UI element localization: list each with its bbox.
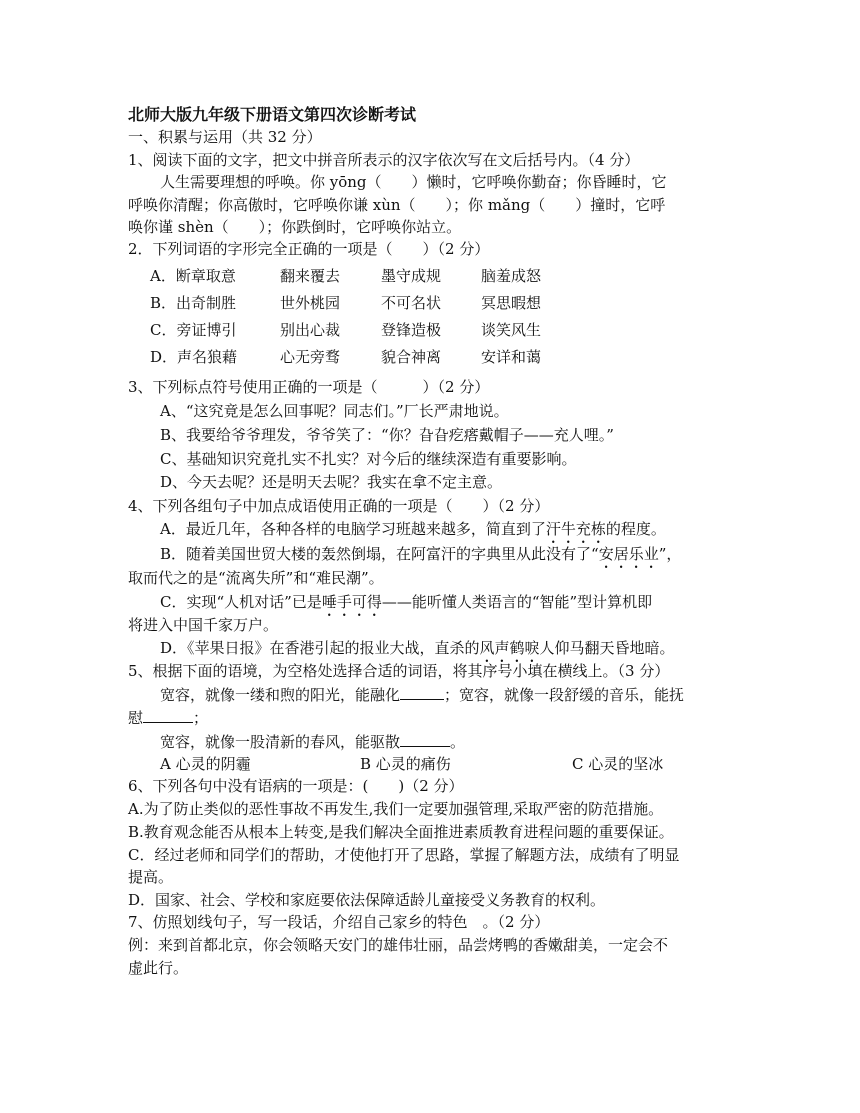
q2-option-b-word3: 不可名状 <box>381 294 442 312</box>
q4-dotted-idiom-a: 汗牛充栋 <box>545 520 606 538</box>
q3-option-b: B、我要给爷爷理发，爷爷笑了：“你？旮旮疙瘩戴帽子——充人哩。” <box>160 426 614 444</box>
q7-example-line2: 虚此行。 <box>128 959 189 977</box>
q2-option-d-word4: 安详和蔼 <box>481 348 542 366</box>
q2-option-a-word2: 翻来覆去 <box>280 267 341 285</box>
q3-option-a: A、“这究竟是怎么回事呢？同志们。”厂长严肃地说。 <box>160 402 509 420</box>
q2-option-c-word3: 登锋造极 <box>381 321 442 339</box>
q6-option-c: C．经过老师和同学们的帮助，才使他打开了思路，掌握了解题方法，成绩有了明显 <box>128 846 680 864</box>
q3-option-d: D、今天去呢？还是明天去呢？我实在拿不定主意。 <box>160 473 503 491</box>
q2-option-b-word4: 冥思暇想 <box>481 294 542 312</box>
q5-stem: 5、根据下面的语境，为空格处选择合适的词语，将其序号小填在横线上。（3 分） <box>128 662 670 680</box>
q2-option-c-word2: 别出心裁 <box>280 321 341 339</box>
q5-choice-c: C 心灵的坚冰 <box>572 755 664 773</box>
q6-option-d: D．国家、社会、学校和家庭要依法保障适龄儿童接受义务教育的权利。 <box>128 891 606 909</box>
q4-option-c: C．实现“人机对话”已是唾手可得——能听懂人类语言的“智能”型计算机即 <box>160 593 653 611</box>
q5-blank-2[interactable] <box>143 707 193 723</box>
q2-option-a-word1: A．断章取意 <box>150 267 236 285</box>
q4-option-a: A．最近几年，各种各样的电脑学习班越来越多，简直到了汗牛充栋的程度。 <box>160 520 666 538</box>
q4-option-b-cont: 取而代之的是“流离失所”和“难民潮”。 <box>128 569 384 587</box>
q2-option-d-word1: D．声名狼藉 <box>150 348 238 366</box>
q4-dotted-idiom-c: 唾手可得 <box>321 593 382 611</box>
q5-line2: 慰 ； <box>128 709 209 727</box>
q4-dotted-idiom-b: 安居乐业 <box>598 545 659 563</box>
q2-stem: 2．下列词语的字形完全正确的一项是（ ）（2 分） <box>128 240 490 258</box>
q6-option-b: B.教育观念能否从根本上转变,是我们解决全面推进素质教育进程问题的重要保证。 <box>128 823 674 841</box>
q2-option-d-word2: 心无旁骛 <box>280 348 341 366</box>
q1-passage-line2: 呼唤你清醒；你高傲时，它呼唤你谦 xùn（ ）；你 mǎng（ ）撞时，它呼 <box>128 196 666 214</box>
q4-option-b: B．随着美国世贸大楼的轰然倒塌，在阿富汗的字典里从此没有了“安居乐业”， <box>160 545 682 563</box>
q6-stem: 6、下列各句中没有语病的一项是：( )（2 分） <box>128 777 464 795</box>
q3-option-c: C、基础知识究竟扎实不扎实？对今后的继续深造有重要影响。 <box>160 450 577 468</box>
q1-passage-line3: 唤你谨 shèn（ ）；你跌倒时，它呼唤你站立。 <box>128 218 462 236</box>
q4-option-d: D．《苹果日报》在香港引起的报业大战，直杀的风声鹤唳人仰马翻天昏地暗。 <box>160 639 675 657</box>
q2-option-a-word4: 脑羞成怒 <box>481 267 542 285</box>
q5-choice-a: A 心灵的阴霾 <box>160 755 251 773</box>
q2-option-c-word4: 谈笑风生 <box>481 321 542 339</box>
q7-stem: 7、仿照划线句子，写一段话，介绍自己家乡的特色 。（2 分） <box>128 913 550 931</box>
q5-choice-b: B 心灵的痛伤 <box>360 755 451 773</box>
q2-option-a-word3: 墨守成规 <box>381 267 442 285</box>
q2-option-d-word3: 貌合神离 <box>381 348 442 366</box>
q5-line1: 宽容，就像一缕和煦的阳光，能融化 ；宽容，就像一段舒缓的音乐，能抚 <box>160 686 685 704</box>
q6-option-a: A.为了防止类似的恶性事故不再发生,我们一定要加强管理,采取严密的防范措施。 <box>128 800 664 818</box>
q4-stem: 4、下列各组句子中加点成语使用正确的一项是（ ）（2 分） <box>128 497 550 515</box>
q1-stem: 1、阅读下面的文字，把文中拼音所表示的汉字依次写在文后括号内。（4 分） <box>128 151 640 169</box>
q4-option-c-cont: 将进入中国千家万户。 <box>128 616 279 634</box>
q1-passage-line1: 人生需要理想的呼唤。你 yōng（ ）懒时，它呼唤你勤奋；你昏睡时，它 <box>160 173 667 191</box>
section-heading: 一、积累与运用（共 32 分） <box>128 128 322 146</box>
q5-blank-1[interactable] <box>400 684 444 700</box>
q7-example-line1: 例：来到首都北京，你会领略天安门的雄伟壮丽，品尝烤鸭的香嫩甜美，一定会不 <box>128 936 669 954</box>
q5-line3: 宽容，就像一股清新的春风，能驱散 。 <box>160 733 466 751</box>
q2-option-b-word2: 世外桃园 <box>280 294 341 312</box>
q2-option-b-word1: B．出奇制胜 <box>150 294 237 312</box>
exam-title: 北师大版九年级下册语文第四次诊断考试 <box>128 105 417 124</box>
q3-stem: 3、下列标点符号使用正确的一项是（ ）（2 分） <box>128 378 490 396</box>
q6-option-c-cont: 提高。 <box>128 868 174 886</box>
q2-option-c-word1: C．旁证博引 <box>150 321 237 339</box>
q4-dotted-idiom-d: 风声鹤唳 <box>479 639 540 657</box>
q5-blank-3[interactable] <box>400 731 450 747</box>
